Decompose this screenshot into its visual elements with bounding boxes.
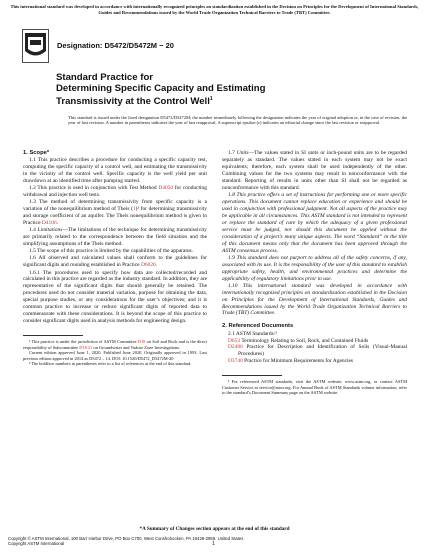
footnote-2: ² The boldface numbers in parentheses refer to a list of references at the end of this standard.: [29, 361, 192, 367]
para-1-2: 1.2 This practice is used in conjunction with Test Method D4050 for conducting withdrawal and injection well tests.: [23, 185, 207, 199]
para-1-1: 1.1 This practice describes a procedure for conducting a specific capacity test, computing the specific capacity of a control well, and estimating the transmissivity in the vicinity of the control well. Specific capacity is the well yield per unit drawdown at an identified time after pumping started.: [23, 157, 207, 184]
para-1-6-1: 1.6.1 The procedures used to specify how data are collected/recorded and calculated in this practice are regarded as the industry standard. In addition, they are representative of the significant digits that should generally be retained. The procedures used do not consider material variation, purpose for obtaining the data, special purpose studies, or any considerations for the user’s objectives; and it is common practice to increase or reduce significant digits of reported data to commensurate with these considerations. It is beyond the scope of this practice to consider significant digits used in analysis methods for engineering design.: [23, 269, 207, 325]
link-d4106[interactable]: D4106: [41, 220, 57, 227]
link-d653[interactable]: D653: [228, 337, 241, 344]
link-d18-21[interactable]: D18.21: [79, 344, 93, 350]
summary-of-changes-note: *A Summary of Changes section appears at the end of this standard: [139, 526, 290, 532]
scope-heading: 1. Scope*: [23, 150, 50, 156]
link-d3740[interactable]: D3740: [228, 358, 243, 365]
para-1-7: 1.7 Units—The values stated in SI units or inch-pound units are to be regarded separately as standard. The values stated in each system may not be exact equivalents; therefore, each system shall be used independently of the other. Combining values for the two systems may result in nonconformance with the standard. Reporting of results in units other than SI shall not be regarded as nonconformance with this standard.: [222, 150, 408, 191]
header-notice: This international standard was developed in accordance with internationally recognized principles on standardization established in the Decision on Principles for the Development of International Standards, Guides and Recommendations issued by the World Trade Organization Technical Barriers to Trade (TBT) Committee.: [10, 4, 419, 15]
reference-list: [222, 331, 407, 366]
reference-d653: D653 Terminology Relating to Soil, Rock, and Contained Fluids: [228, 337, 369, 344]
link-d4050[interactable]: D4050: [158, 185, 174, 192]
link-d6026[interactable]: D6026: [140, 262, 156, 269]
designation: Designation: D5472/D5472M − 20: [57, 41, 174, 50]
reference-d3740: D3740 Practice for Minimum Requirements for Agencies: [228, 358, 354, 365]
document-title: [56, 73, 376, 108]
standard-note: This standard is issued under the fixed designation D5472/D5472M; the number immediately following the designation indicates the year of original adoption or, in the case of revision, the year of last revision. A number in parentheses indicates the year of last reapproval. A superscript epsilon (ε) indicates an editorial change since the last revision or reapproval.: [68, 115, 408, 126]
para-1-3: 1.3 The method of determining transmissivity from specific capacity is a variation of the nonequilibrium method of Theis (1)² for determining transmissivity and storage coefficient of an aquifer. The Theis nonequilibrium method is given in Practice D4106.: [23, 199, 207, 227]
page-number: 1: [212, 541, 215, 547]
left-column: [23, 150, 207, 367]
footnote-rule: [23, 335, 83, 336]
title-line-1: Standard Practice for: [56, 72, 154, 83]
footnote-3: ³ For referenced ASTM standards, visit the ASTM website, www.astm.org, or contact ASTM Customer Service at service@astm.org. For Annual Book of ASTM Standards volume information, refer to the standard’s Document Summary page on the ASTM website.: [222, 379, 407, 396]
para-1-8: 1.8 This practice offers a set of instructions for performing one or more specific operations. This document cannot replace education or experience and should be used in conjunction with professional judgment. Not all aspects of the practice may be applicable in all circumstances. This ASTM standard is not intended to represent or replace the standard of care by which the adequacy of a given professional service must be judged, nor should this document be applied without the consideration of a project’s many unique aspects. The word “Standard” in the title of this document means only that the document has been approved through the ASTM consensus process.: [222, 191, 407, 254]
link-d18[interactable]: D18: [137, 339, 146, 345]
footnote-rule-right: [222, 375, 282, 376]
reference-d2488: D2488 Practice for Description and Identification of Soils (Visual-Manual Procedures): [228, 344, 407, 358]
footnote-1: ¹ This practice is under the jurisdiction of ASTM Committee D18 on Soil and Rock and is the direct responsibility of Subcommittee D18.21 on Groundwater and Vadose Zone Investigations.: [23, 339, 208, 350]
title-footnote-mark: 1: [209, 96, 213, 103]
copyright-line: Copyright © ASTM International, 100 Barr Harbor Drive, PO Box C700, West Conshohocken, PA 19428-2959. United States: [8, 536, 244, 541]
para-1-4: 1.4 Limitations—The limitations of the technique for determining transmissivity are primarily related to the correspondence between the field situation and the simplifying assumptions of the Theis method.: [23, 227, 207, 248]
link-d2488[interactable]: D2488: [228, 344, 243, 351]
para-1-5: 1.5 The scope of this practice is limited by the capabilities of the apparatus.: [29, 248, 194, 255]
title-line-2: Determining Specific Capacity and Estimating: [56, 82, 266, 94]
right-column: [222, 150, 407, 396]
para-1-10: 1.10 This international standard was developed in accordance with internationally recognized principles on standardization established in the Decision on Principles for the Development of International Standards, Guides and Recommendations issued by the World Trade Organization Technical Barriers to Trade (TBT) Committee.: [222, 282, 407, 317]
link-ref-1[interactable]: 1: [132, 206, 136, 213]
referenced-documents-heading: 2. Referenced Documents: [222, 323, 294, 330]
title-line-3: Transmissivity at the Control Well$^1$: [56, 96, 213, 108]
para-1-9: 1.9 This standard does not purport to address all of the safety concerns, if any, associated with its use. It is the responsibility of the user of this standard to establish appropriate safety, health, and environmental practices and determine the applicability of regulatory limitations prior to use.: [222, 254, 407, 282]
astm-logo: [22, 29, 49, 63]
astm-standards-label: 2.1 ASTM Standards:³: [228, 330, 277, 337]
para-1-6: 1.6 All observed and calculated values shall conform to the guidelines for significant digits and rounding established in Practice D6026.: [23, 255, 207, 269]
footnote-1-edition: Current edition approved June 1, 2020. Published June 2020. Originally approved in 1993. Last previous edition approved in 2014 as D5472 – 14. DOI: 10.1520/D5472_D5472M-20: [23, 350, 207, 361]
licence-line: Copyright ASTM International: [8, 541, 65, 547]
